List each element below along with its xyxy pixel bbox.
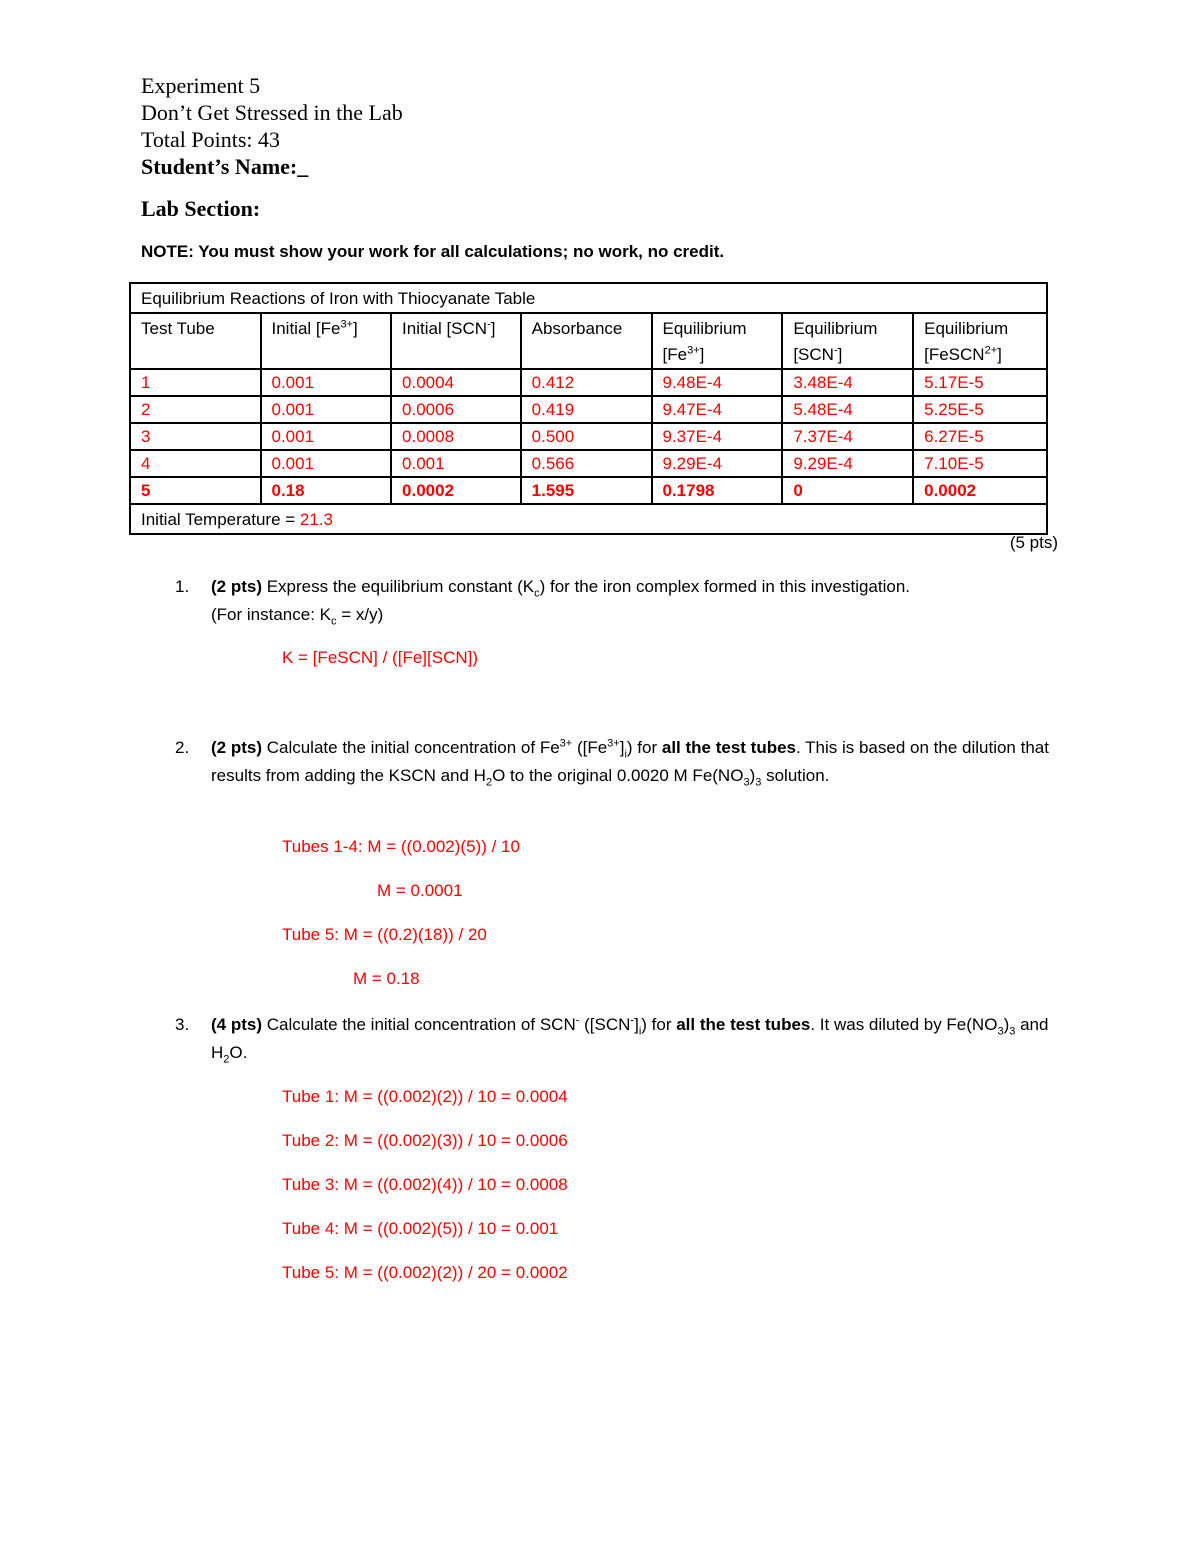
cell-eq-scn: 3.48E-4: [782, 369, 913, 396]
table-row: [130, 423, 1047, 450]
student-name-label: Student’s Name:_: [141, 154, 309, 179]
table-row: [130, 396, 1047, 423]
col-header-test-tube: Test Tube: [130, 313, 261, 369]
question-number: 2.: [175, 738, 190, 757]
note-text: NOTE: You must show your work for all calculations; no work, no credit.: [141, 242, 725, 261]
col-header-eq-fescn: Equilibrium [FeSCN$^{2+}$]: [913, 313, 1047, 369]
cell-initial-scn: 0.0004: [391, 369, 521, 396]
cell-absorbance: 0.419: [521, 396, 652, 423]
table-row: [130, 369, 1047, 396]
cell-initial-scn: 0.001: [391, 450, 521, 477]
question-text: (2 pts) Express the equilibrium constant $(K_c)$ for the iron complex formed in this investigation. (For instance: $K_c = x/y$): [211, 577, 911, 628]
cell-absorbance: 0.500: [521, 423, 652, 450]
document-title: Don’t Get Stressed in the Lab: [141, 100, 403, 125]
table-row: [130, 450, 1047, 477]
cell-initial-fe: 0.001: [261, 396, 392, 423]
cell-tube: 5: [130, 477, 261, 504]
cell-absorbance: 0.566: [521, 450, 652, 477]
cell-initial-scn: 0.0006: [391, 396, 521, 423]
cell-eq-fescn: 5.25E-5: [913, 396, 1047, 423]
col-header-initial-fe: Initial $[Fe^{3+}]$: [261, 313, 392, 369]
total-points: Total Points: 43: [141, 127, 281, 152]
temperature-value: 21.3: [299, 510, 334, 529]
col-header-eq-fe: Equilibrium $[Fe^{3+}]$: [652, 313, 783, 369]
answer-line: Tube 2: M = ((0.002)(3)) / 10 = 0.0006: [282, 1131, 568, 1150]
question-number: 1.: [175, 577, 190, 596]
table-caption: Equilibrium Reactions of Iron with Thiocyanate Table: [130, 283, 1047, 313]
cell-tube: 1: [130, 369, 261, 396]
answer-line: Tube 5: M = ((0.002)(2)) / 20 = 0.0002: [282, 1263, 568, 1282]
cell-tube: 2: [130, 396, 261, 423]
lab-section-label: Lab Section:: [141, 196, 261, 221]
answer-line: Tube 1: M = ((0.002)(2)) / 10 = 0.0004: [282, 1087, 568, 1106]
cell-eq-fe: 9.47E-4: [652, 396, 783, 423]
cell-eq-fescn: 6.27E-5: [913, 423, 1047, 450]
cell-eq-fe: 9.37E-4: [652, 423, 783, 450]
temperature-cell: Initial Temperature = 21.3: [130, 504, 1047, 534]
question-number: 3.: [175, 1015, 190, 1034]
cell-initial-fe: 0.001: [261, 423, 392, 450]
cell-initial-scn: 0.0008: [391, 423, 521, 450]
cell-eq-fescn: 7.10E-5: [913, 450, 1047, 477]
cell-initial-fe: 0.001: [261, 369, 392, 396]
cell-initial-fe: 0.18: [261, 477, 392, 504]
col-header-absorbance: Absorbance: [521, 313, 652, 369]
cell-eq-scn: 5.48E-4: [782, 396, 913, 423]
cell-eq-fe: 0.1798: [652, 477, 783, 504]
cell-eq-fescn: 0.0002: [913, 477, 1047, 504]
cell-absorbance: 0.412: [521, 369, 652, 396]
question-3: [175, 1011, 1055, 1067]
table-row: [130, 477, 1047, 504]
question-2: [175, 734, 1055, 790]
cell-eq-scn: 7.37E-4: [782, 423, 913, 450]
col-header-initial-scn: Initial [SCN-]: [391, 313, 521, 369]
cell-initial-scn: 0.0002: [391, 477, 521, 504]
equilibrium-table: [129, 282, 1048, 535]
experiment-label: Experiment 5: [141, 73, 261, 98]
cell-eq-fe: 9.29E-4: [652, 450, 783, 477]
answer-line: M = 0.18: [353, 969, 420, 988]
table-points: (5 pts): [1009, 533, 1058, 552]
answer-line: M = 0.0001: [377, 881, 463, 900]
table-header-row: [130, 313, 1047, 369]
table-caption-row: [130, 283, 1047, 313]
answer-line: K = [FeSCN] / ([Fe][SCN]): [282, 648, 479, 667]
col-header-eq-scn: Equilibrium [SCN-]: [782, 313, 913, 369]
cell-eq-scn: 0: [782, 477, 913, 504]
answer-line: Tubes 1-4: M = ((0.002)(5)) / 10: [282, 837, 520, 856]
cell-eq-scn: 9.29E-4: [782, 450, 913, 477]
question-1: [175, 573, 1055, 629]
cell-eq-fe: 9.48E-4: [652, 369, 783, 396]
cell-eq-fescn: 5.17E-5: [913, 369, 1047, 396]
cell-tube: 4: [130, 450, 261, 477]
answer-line: Tube 5: M = ((0.2)(18)) / 20: [282, 925, 487, 944]
answer-line: Tube 4: M = ((0.002)(5)) / 10 = 0.001: [282, 1219, 559, 1238]
cell-tube: 3: [130, 423, 261, 450]
cell-initial-fe: 0.001: [261, 450, 392, 477]
question-text: (2 pts) Calculate the initial concentration of $Fe^{3+}$ $([Fe^{3+}]_i)$ for all the test tubes. This is based on the dilution that results from adding the KSCN and $H_2O$ to the original 0.0020 M $Fe(NO_3)_3$ solution.: [211, 737, 1049, 789]
temperature-row: [130, 504, 1047, 534]
question-text: (4 pts) Calculate the initial concentration of SCN- $([SCN^-]_i)$ for all the test tubes. It was diluted by $Fe(NO_3)_3$ and $H_2O$.: [211, 1014, 1049, 1066]
answer-line: Tube 3: M = ((0.002)(4)) / 10 = 0.0008: [282, 1175, 568, 1194]
cell-absorbance: 1.595: [521, 477, 652, 504]
